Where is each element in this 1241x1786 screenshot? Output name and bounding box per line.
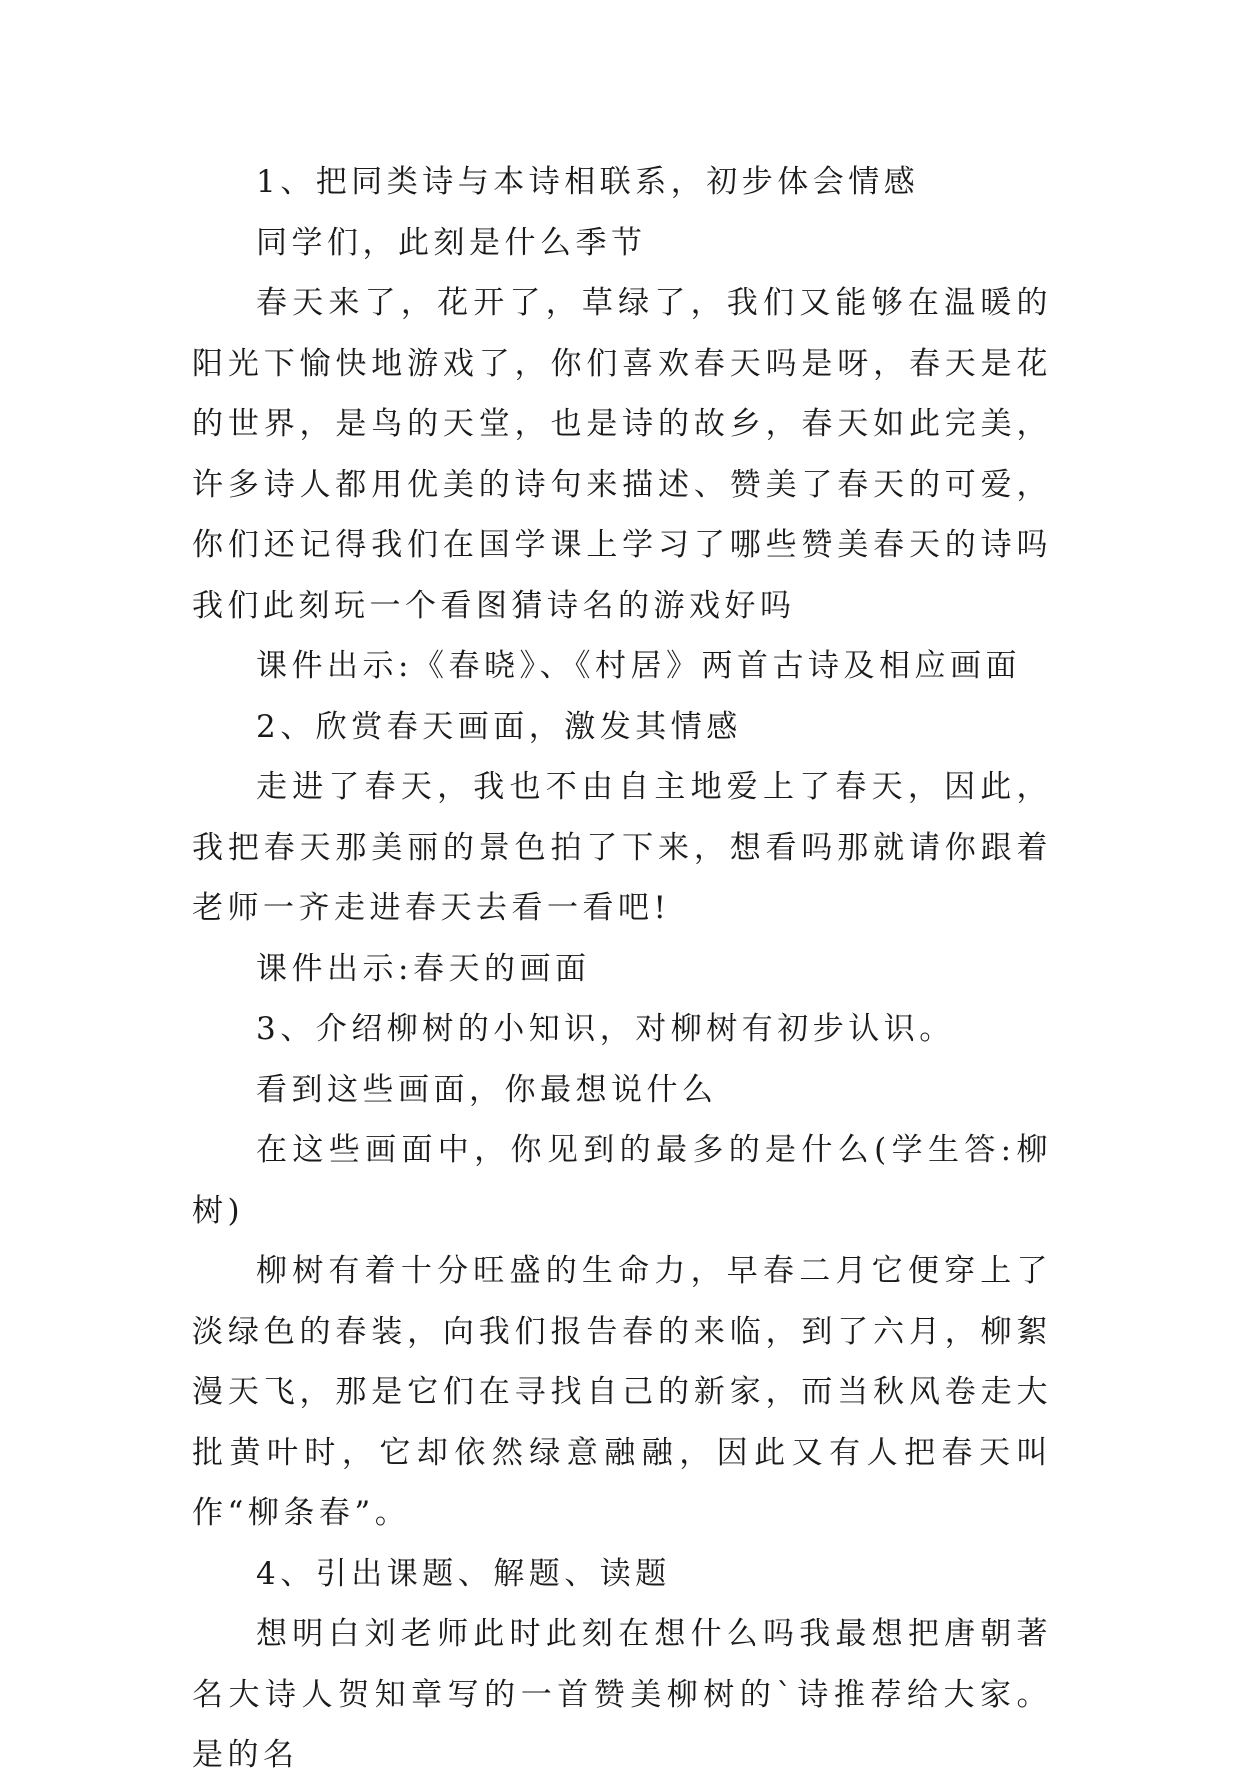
paragraph-section-4-heading: 4、引出课题、解题、读题 — [256, 1555, 671, 1592]
paragraph-courseware-poems: 课件出示:《春晓》、《村居》两首古诗及相应画面 — [256, 648, 1021, 684]
paragraph-section-2-heading: 2、欣赏春天画面，激发其情感 — [256, 708, 742, 745]
paragraph-spring-intro: 春天来了，花开了，草绿了，我们又能够在温暖的阳光下愉快地游戏了，你们喜欢春天吗是呀，春天是花的世界，是鸟的天堂，也是诗的故乡，春天如此完美，许多诗人都用优美的诗句来描述、赞美了春天的可爱，你们还记得我们在国学课上学习了哪些赞美春天的诗吗我们此刻玩一个看图猜诗名的游戏好吗 — [192, 285, 1052, 624]
paragraph-poem-introduction: 想明白刘老师此时此刻在想什么吗我最想把唐朝著名大诗人贺知章写的一首赞美柳树的`诗推荐给大家。是的名 — [192, 1616, 1052, 1773]
paragraph-enter-spring: 走进了春天，我也不由自主地爱上了春天，因此，我把春天那美丽的景色拍了下来，想看吗那就请你跟着老师一齐走进春天去看一看吧! — [192, 769, 1052, 926]
paragraph-willow-facts: 柳树有着十分旺盛的生命力，早春二月它便穿上了淡绿色的春装，向我们报告春的来临，到了六月，柳絮漫天飞，那是它们在寻找自己的新家，而当秋风卷走大批黄叶时，它却依然绿意融融，因此又有人把春天叫作“柳条春”。 — [192, 1253, 1052, 1531]
paragraph-question-what-to-say: 看到这些画面，你最想说什么 — [256, 1071, 718, 1108]
paragraph-question-most-seen: 在这些画面中，你见到的最多的是什么(学生答:柳树) — [192, 1132, 1052, 1229]
document-body — [192, 152, 1052, 1786]
paragraph-section-1-heading: 1、把同类诗与本诗相联系，初步体会情感 — [256, 164, 920, 200]
paragraph-section-3-heading: 3、介绍柳树的小知识，对柳树有初步认识。 — [256, 1011, 955, 1047]
paragraph-courseware-pictures: 课件出示:春天的画面 — [256, 950, 591, 987]
paragraph-question-season: 同学们，此刻是什么季节 — [256, 224, 647, 261]
